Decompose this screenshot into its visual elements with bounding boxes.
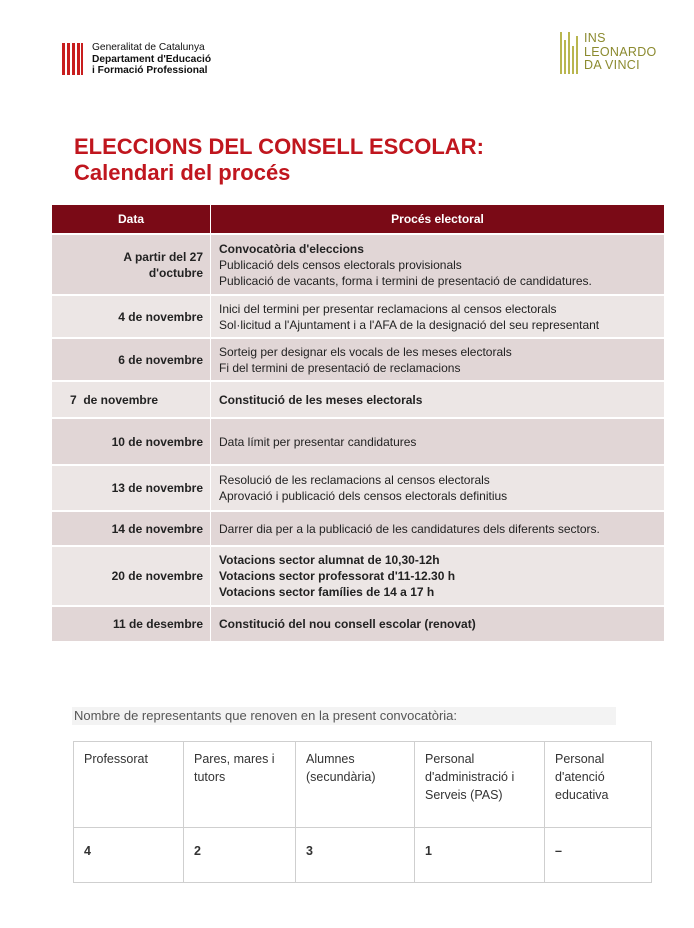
table-row bbox=[52, 546, 664, 606]
table-row bbox=[52, 418, 664, 465]
column-value: 1 bbox=[415, 828, 545, 883]
gencat-line2: Departament d'Educació bbox=[92, 53, 212, 65]
school-logo bbox=[560, 32, 657, 74]
row-process bbox=[211, 295, 665, 338]
row-line: Sorteig per designar els vocals de les meses electorals bbox=[219, 344, 512, 359]
column-label: Personal d'administració i Serveis (PAS) bbox=[415, 742, 545, 828]
row-line: Votacions sector alumnat de 10,30-12h bbox=[219, 553, 440, 567]
column-value: 4 bbox=[74, 828, 184, 883]
row-process bbox=[211, 234, 665, 295]
column-label: Alumnes (secundària) bbox=[296, 742, 415, 828]
gencat-logo bbox=[62, 42, 211, 77]
row-process bbox=[211, 606, 665, 641]
table-row bbox=[52, 381, 664, 418]
header-date: Data bbox=[52, 205, 211, 234]
school-line3: DA VINCI bbox=[584, 58, 640, 72]
column-value: 3 bbox=[296, 828, 415, 883]
table-row bbox=[52, 234, 664, 295]
row-line: Convocatòria d'eleccions bbox=[219, 241, 364, 256]
row-process bbox=[211, 338, 665, 381]
title-line2: Calendari del procés bbox=[74, 160, 291, 185]
row-process bbox=[211, 511, 665, 546]
column-value: 2 bbox=[184, 828, 296, 883]
table-row bbox=[52, 606, 664, 641]
row-line: Votacions sector professorat d'11-12.30 h bbox=[219, 569, 456, 583]
table-row bbox=[52, 511, 664, 546]
table-row bbox=[52, 338, 664, 381]
row-date: 20 de novembre bbox=[52, 546, 211, 606]
row-date: 14 de novembre bbox=[52, 511, 211, 546]
row-line: Aprovació i publicació dels censos electorals definitius bbox=[219, 489, 508, 503]
calendar-table bbox=[52, 205, 664, 641]
row-line: Fi del termini de presentació de reclamacions bbox=[219, 360, 461, 375]
representatives-table bbox=[73, 741, 652, 883]
school-line2: LEONARDO bbox=[584, 44, 657, 59]
header-process: Procés electoral bbox=[211, 205, 665, 234]
page-title bbox=[74, 134, 484, 186]
row-line: Data límit per presentar candidatures bbox=[219, 434, 417, 449]
row-line: Constitució del nou consell escolar (renovat) bbox=[219, 617, 476, 631]
title-line1: ELECCIONS DEL CONSELL ESCOLAR: bbox=[74, 134, 484, 159]
row-line: Publicació de vacants, forma i termini de presentació de candidatures. bbox=[219, 273, 592, 288]
table-row bbox=[52, 465, 664, 511]
row-line: Darrer dia per a la publicació de les candidatures dels diferents sectors. bbox=[219, 521, 600, 536]
school-bars-icon bbox=[560, 32, 580, 74]
row-line: Resolució de les reclamacions al censos electorals bbox=[219, 473, 490, 487]
row-date: 4 de novembre bbox=[52, 295, 211, 338]
row-line: Constitució de les meses electorals bbox=[219, 392, 423, 407]
row-date: A partir del 27 d'octubre bbox=[52, 234, 211, 295]
row-process bbox=[211, 546, 665, 606]
representatives-title: Nombre de representants que renoven en la present convocatòria: bbox=[72, 707, 616, 725]
column-label: Professorat bbox=[74, 742, 184, 828]
gencat-line1: Generalitat de Catalunya bbox=[92, 42, 205, 53]
table-row bbox=[74, 742, 652, 828]
row-process bbox=[211, 418, 665, 465]
column-value: – bbox=[545, 828, 652, 883]
row-date: 10 de novembre bbox=[52, 418, 211, 465]
row-line: Votacions sector famílies de 14 a 17 h bbox=[219, 585, 435, 599]
column-label: Pares, mares i tutors bbox=[184, 742, 296, 828]
row-line: Publicació dels censos electorals provisionals bbox=[219, 257, 462, 272]
table-row bbox=[74, 828, 652, 883]
row-line: Sol·licitud a l'Ajuntament i a l'AFA de la designació del seu representant bbox=[219, 317, 600, 332]
column-label: Personal d'atenció educativa bbox=[545, 742, 652, 828]
row-process bbox=[211, 381, 665, 418]
senyera-icon bbox=[62, 43, 84, 75]
row-date: 7 de novembre bbox=[52, 381, 211, 418]
row-date: 13 de novembre bbox=[52, 465, 211, 511]
row-date: 11 de desembre bbox=[52, 606, 211, 641]
school-line1: INS bbox=[584, 31, 606, 45]
gencat-line3: i Formació Professional bbox=[92, 65, 208, 76]
row-line: Inici del termini per presentar reclamacions al censos electorals bbox=[219, 301, 557, 316]
table-row bbox=[52, 295, 664, 338]
row-process bbox=[211, 465, 665, 511]
row-date: 6 de novembre bbox=[52, 338, 211, 381]
